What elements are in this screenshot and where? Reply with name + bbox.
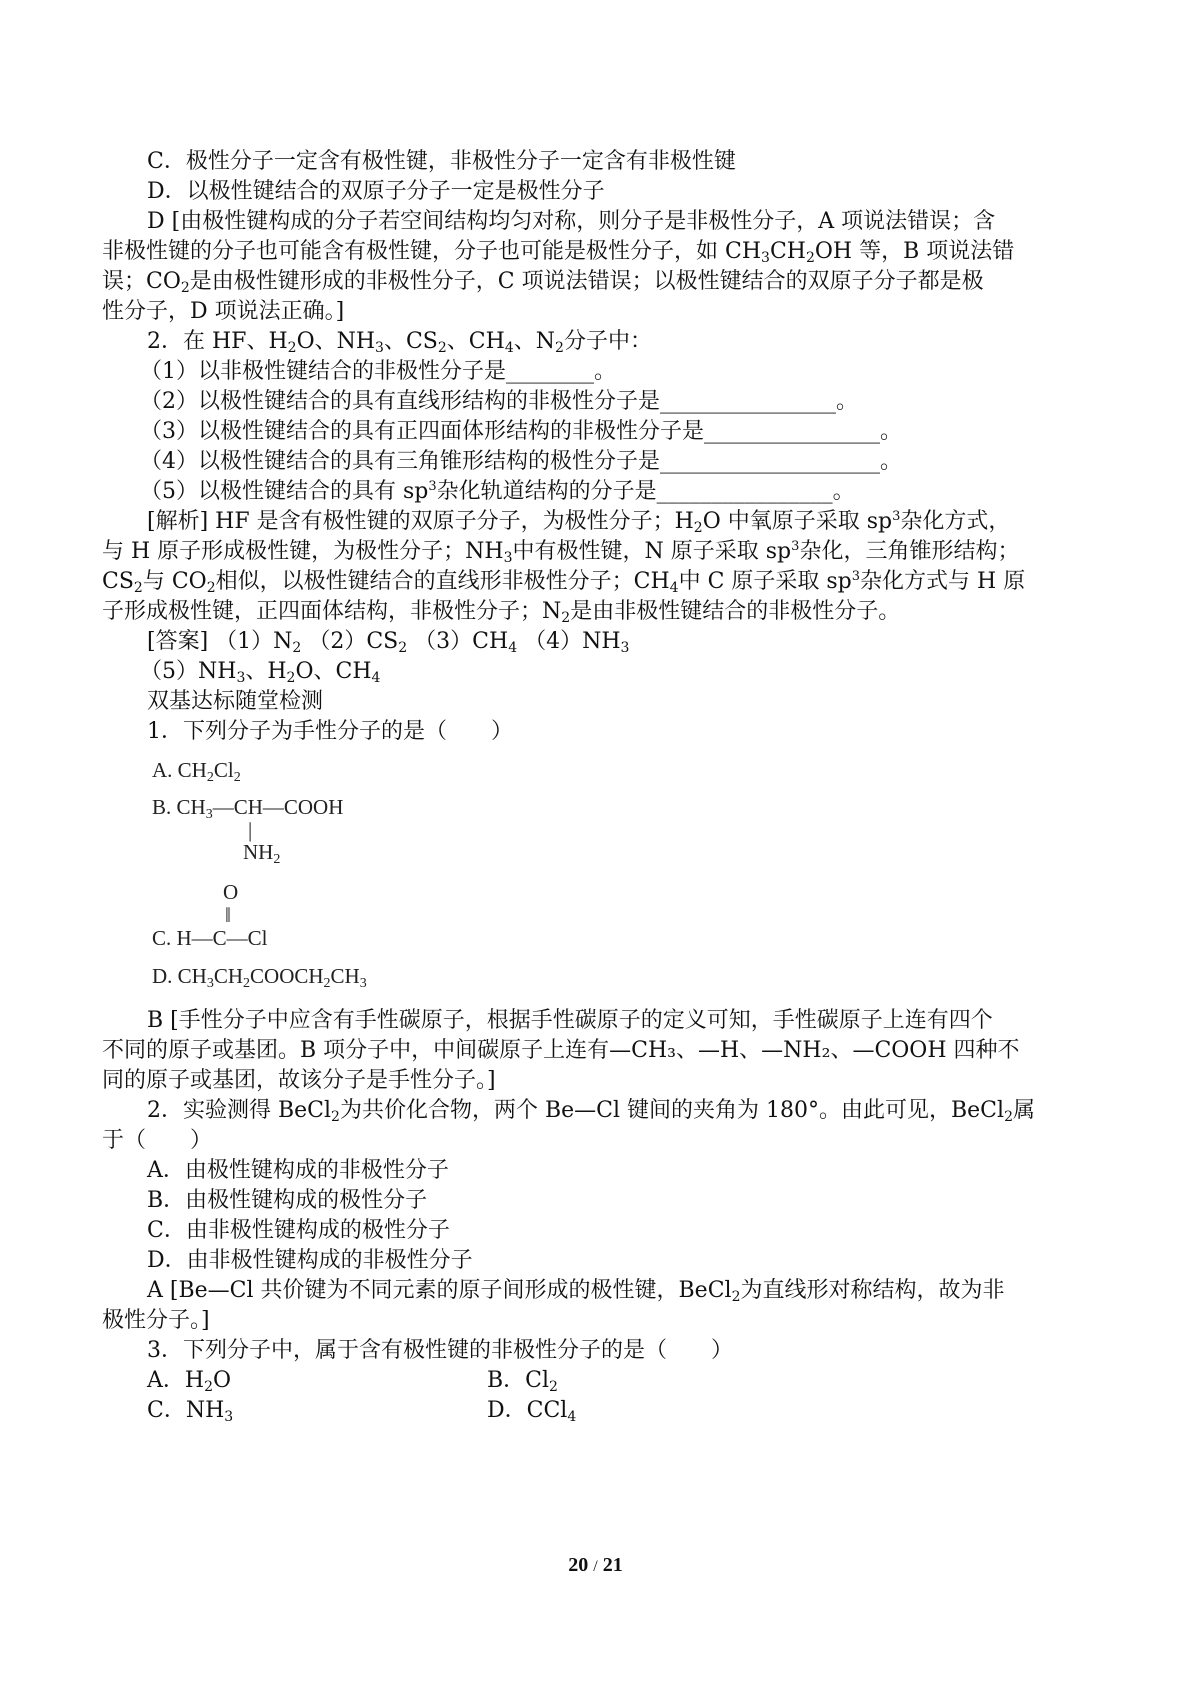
answer-line-1: [答案] $(1)N_2$ $(2)CS_2$ $(3)CH_4$ $(4)NH_3$ bbox=[147, 629, 630, 656]
practice-answer-1-line-1: B [手性分子中应含有手性碳原子，根据手性碳原子的定义可知，手性碳原子上连有四个 bbox=[147, 1008, 993, 1033]
practice-3-option-a: A．$H_2O$ bbox=[147, 1368, 232, 1395]
practice-answer-1-line-3: 同的原子或基团，故该分子是手性分子。] bbox=[102, 1068, 496, 1093]
practice-2-option-c: C．由非极性键构成的极性分子 bbox=[147, 1218, 450, 1243]
practice-2-option-b: B．由极性键构成的极性分子 bbox=[147, 1188, 428, 1213]
explanation-line-1: [解析] HF 是含有极性键的双原子分子，为极性分子；$H_2O$ 中氧原子采取 $sp^3$杂化方式， bbox=[147, 509, 1011, 536]
answer-line-2: $(5)NH_3$、$H_2O$、$CH_4$ bbox=[140, 659, 381, 686]
explanation-line-2: 与 H 原子形成极性键，为极性分子；$NH_3$中有极性键，N 原子采取 $sp^3$杂化，三角锥形结构； bbox=[102, 539, 1020, 566]
practice-question-1: 1．下列分子为手性分子的是（ ） bbox=[147, 719, 513, 744]
practice-question-3: 3．下列分子中，属于含有极性键的非极性分子的是（ ） bbox=[147, 1338, 733, 1363]
sub-question-2: （2）以极性键结合的具有直线形结构的非极性分子是________________。 bbox=[140, 389, 858, 414]
sub-question-3: （3）以极性键结合的具有正四面体形结构的非极性分子是________________。 bbox=[140, 419, 902, 444]
chem-option-b: B. $CH_3—CH—COOH$ bbox=[152, 795, 344, 822]
practice-question-2-line-1: 2．实验测得 BeCl$_2$为共价化合物，两个 Be—Cl 键间的夹角为 180°。由此可见，BeCl$_2$属 bbox=[147, 1098, 1035, 1125]
answer-1-line-3: 误；$CO_2$是由极性键形成的非极性分子，C 项说法错误；以极性键结合的双原子分子都是极 bbox=[102, 269, 984, 296]
explanation-line-3: $CS_2$与 $CO_2$相似，以极性键结合的直线形非极性分子；$CH_4$中 C 原子采取 $sp^3$杂化方式与 H 原 bbox=[102, 569, 1026, 596]
practice-answer-2-line-1: A [Be—Cl 共价键为不同元素的原子间形成的极性键，BeCl$_2$为直线形对称结构，故为非 bbox=[147, 1278, 1005, 1305]
practice-answer-1-line-2: 不同的原子或基团。B 项分子中，中间碳原子上连有—CH₃、—H、—NH₂、—COOH 四种不 bbox=[102, 1038, 1020, 1063]
chem-option-b-bond: | bbox=[248, 818, 253, 842]
option-c: C．极性分子一定含有极性键，非极性分子一定含有非极性键 bbox=[147, 149, 736, 174]
practice-3-option-c: C．$NH_3$ bbox=[147, 1398, 234, 1425]
practice-3-option-d: D．CCl$_4$ bbox=[487, 1398, 577, 1425]
page-number: 20 / 21 bbox=[568, 1554, 623, 1576]
practice-3-option-b: B．$Cl_2$ bbox=[487, 1368, 558, 1395]
sub-question-4: （4）以极性键结合的具有三角锥形结构的极性分子是____________________。 bbox=[140, 449, 902, 474]
question-2: 2．在 HF、$H_2O$、$NH_3$、$CS_2$、$CH_4$、$N_2$分子中： bbox=[147, 329, 652, 356]
chem-option-c-oxygen: O bbox=[223, 880, 239, 904]
practice-question-2-line-2: 于（ ） bbox=[102, 1128, 213, 1153]
explanation-line-4: 子形成极性键，正四面体结构，非极性分子；$N_2$是由非极性键结合的非极性分子。 bbox=[102, 599, 901, 626]
chem-option-c: C. H—C—Cl bbox=[152, 926, 268, 950]
sub-question-1: （1）以非极性键结合的非极性分子是________。 bbox=[140, 359, 616, 384]
practice-2-option-d: D．由非极性键构成的非极性分子 bbox=[147, 1248, 473, 1273]
chem-option-c-double-bond: ‖ bbox=[225, 903, 231, 927]
chem-option-b-amine: $NH_2$ bbox=[243, 840, 281, 867]
answer-1-line-4: 性分子，D 项说法正确。] bbox=[102, 299, 345, 324]
chem-option-d: D. $CH_3CH_2COOCH_2CH_3$ bbox=[152, 964, 367, 991]
section-heading: 双基达标随堂检测 bbox=[147, 689, 324, 714]
answer-1-line-2: 非极性键的分子也可能含有极性键，分子也可能是极性分子，如 $CH_3CH_2OH$ 等，B 项说法错 bbox=[102, 239, 1015, 266]
chem-option-a: A. $CH_2Cl_2$ bbox=[152, 758, 241, 785]
practice-2-option-a: A．由极性键构成的非极性分子 bbox=[147, 1158, 449, 1183]
answer-1-line-1: D [由极性键构成的分子若空间结构均匀对称，则分子是非极性分子，A 项说法错误；含 bbox=[147, 209, 996, 234]
practice-answer-2-line-2: 极性分子。] bbox=[102, 1308, 210, 1333]
sub-question-5: （5）以极性键结合的具有 $sp^3$杂化轨道结构的分子是________________。 bbox=[140, 479, 855, 504]
option-d: D．以极性键结合的双原子分子一定是极性分子 bbox=[147, 179, 605, 204]
